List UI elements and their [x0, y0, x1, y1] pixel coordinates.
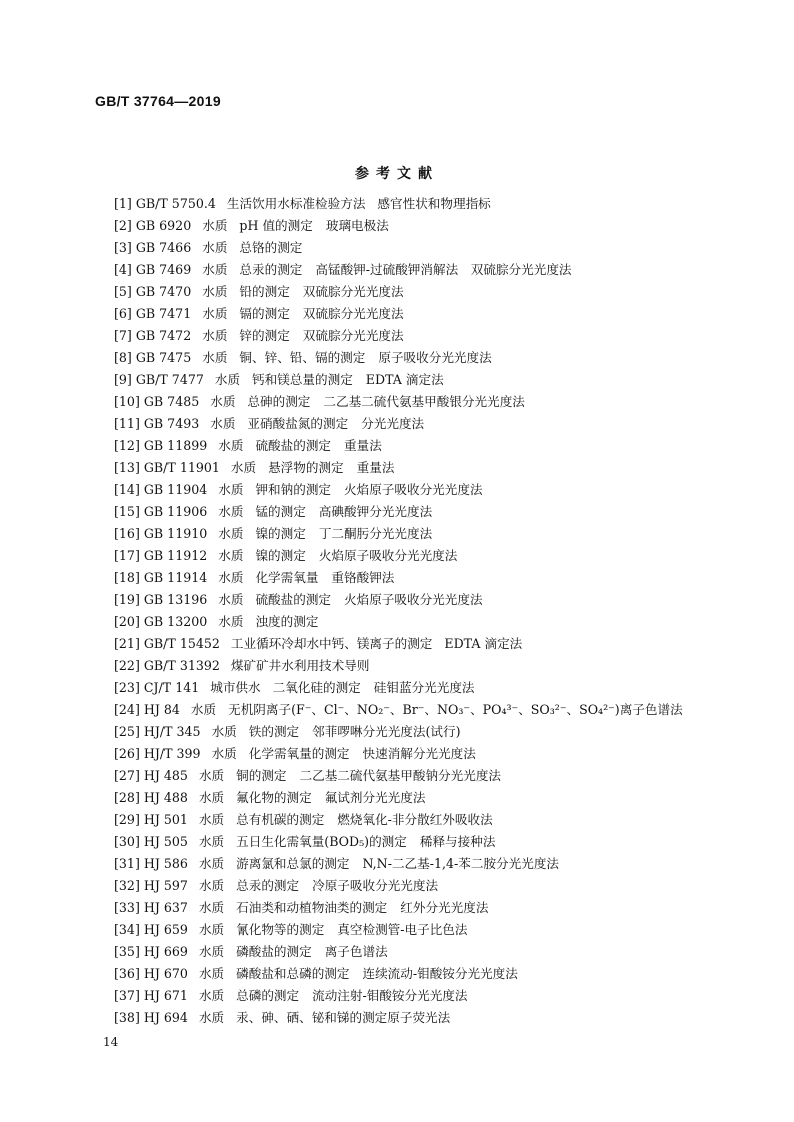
reference-code: GB 7493: [143, 416, 200, 431]
reference-title-part: 游离氯和总氯的测定: [236, 856, 350, 871]
reference-org: 水质: [198, 922, 225, 937]
reference-code: GB 7485: [143, 394, 200, 409]
reference-code: HJ/T 345: [143, 724, 201, 739]
reference-num: [10]: [114, 394, 140, 409]
reference-code: GB 11904: [143, 482, 208, 497]
reference-title-part: 流动注射-钼酸铵分光光度法: [312, 988, 468, 1003]
reference-title-part: 二氧化硅的测定: [272, 680, 361, 695]
reference-code: HJ 670: [143, 966, 188, 981]
reference-title-part: 铁的测定: [248, 724, 300, 739]
reference-org: 水质: [198, 944, 225, 959]
reference-org: 水质: [198, 834, 225, 849]
reference-num: [9]: [114, 372, 132, 387]
reference-title-part: 锌的测定: [239, 328, 290, 343]
reference-num: [14]: [114, 482, 140, 497]
reference-num: [28]: [114, 790, 140, 805]
reference-code: HJ 671: [143, 988, 188, 1003]
reference-title-part: 氟化物的测定: [236, 790, 312, 805]
reference-code: GB 7475: [135, 350, 192, 365]
reference-org: 水质: [202, 350, 228, 365]
reference-code: GB/T 7477: [135, 372, 204, 387]
reference-num: [6]: [114, 306, 132, 321]
reference-org: 水质: [230, 460, 257, 475]
reference-item: [114, 479, 754, 501]
reference-num: [37]: [114, 988, 140, 1003]
reference-title-part: 钙和镁总量的测定: [252, 372, 353, 387]
reference-org: 水质: [211, 724, 237, 739]
reference-num: [17]: [114, 548, 140, 563]
reference-code: HJ 84: [143, 702, 180, 717]
reference-title-part: 火焰原子吸收分光光度法: [344, 592, 483, 607]
reference-org: 水质: [218, 438, 244, 453]
reference-num: [24]: [114, 702, 140, 717]
reference-org: 水质: [202, 306, 228, 321]
reference-num: [35]: [114, 944, 140, 959]
reference-num: [3]: [114, 240, 132, 255]
reference-list: [114, 193, 754, 1029]
reference-item: [114, 633, 754, 655]
reference-item: [114, 611, 754, 633]
reference-title-part: 高碘酸钾分光光度法: [318, 504, 433, 519]
reference-title-part: 稀释与接种法: [419, 834, 496, 849]
reference-item: [114, 259, 754, 281]
reference-title-part: 汞、砷、硒、铋和锑的测定原子荧光法: [236, 1010, 451, 1025]
reference-title-part: 冷原子吸收分光光度法: [312, 878, 439, 893]
reference-title-part: EDTA 滴定法: [365, 372, 444, 387]
reference-code: HJ/T 399: [143, 746, 201, 761]
reference-num: [21]: [114, 636, 140, 651]
reference-item: [114, 369, 754, 391]
reference-title-part: EDTA 滴定法: [444, 636, 523, 651]
reference-code: HJ 485: [143, 768, 188, 783]
reference-num: [34]: [114, 922, 140, 937]
reference-code: HJ 669: [143, 944, 188, 959]
reference-org: 水质: [218, 570, 244, 585]
reference-title-part: 玻璃电极法: [325, 218, 389, 233]
reference-title-part: 硫酸盐的测定: [255, 592, 331, 607]
reference-org: 煤矿矿井水利用技术导则: [230, 658, 370, 673]
reference-item: [114, 765, 754, 787]
reference-item: [114, 589, 754, 611]
reference-code: GB 7471: [135, 306, 192, 321]
reference-title-part: 燃烧氧化-非分散红外吸收法: [337, 812, 493, 827]
reference-title-part: 双硫腙分光光度法: [302, 284, 404, 299]
reference-org: 水质: [202, 262, 228, 277]
reference-item: [114, 193, 754, 215]
reference-org: 水质: [218, 592, 244, 607]
reference-title-part: 锰的测定: [255, 504, 306, 519]
reference-org: 水质: [202, 240, 228, 255]
reference-org: 水质: [190, 702, 217, 717]
reference-item: [114, 853, 754, 875]
reference-item: [114, 545, 754, 567]
reference-num: [33]: [114, 900, 140, 915]
reference-item: [114, 391, 754, 413]
reference-item: [114, 919, 754, 941]
reference-code: CJ/T 141: [143, 680, 200, 695]
reference-title-part: 二乙基二硫代氨基甲酸钠分光光度法: [299, 768, 501, 783]
reference-num: [12]: [114, 438, 140, 453]
reference-org: 水质: [218, 482, 244, 497]
reference-code: GB 13200: [143, 614, 208, 629]
reference-num: [2]: [114, 218, 132, 233]
reference-title-part: 邻菲啰啉分光光度法(试行): [312, 724, 461, 739]
reference-title-part: 镍的测定: [255, 526, 306, 541]
reference-code: GB 11914: [143, 570, 208, 585]
reference-title-part: 火焰原子吸收分光光度法: [318, 548, 458, 563]
reference-item: [114, 347, 754, 369]
reference-item: [114, 809, 754, 831]
reference-item: [114, 897, 754, 919]
reference-code: GB 7469: [135, 262, 192, 277]
reference-org: 水质: [202, 328, 228, 343]
reference-title-part: 亚硝酸盐氮的测定: [247, 416, 349, 431]
reference-org: 水质: [198, 988, 225, 1003]
reference-title-part: 镉的测定: [239, 306, 290, 321]
reference-title-part: 铅的测定: [239, 284, 290, 299]
reference-item: [114, 413, 754, 435]
reference-num: [5]: [114, 284, 132, 299]
reference-item: [114, 435, 754, 457]
reference-org: 水质: [198, 856, 225, 871]
reference-title-part: 化学需氧量: [255, 570, 319, 585]
reference-num: [25]: [114, 724, 140, 739]
reference-code: HJ 694: [143, 1010, 188, 1025]
reference-title-part: 氰化物等的测定: [236, 922, 325, 937]
reference-title-part: 无机阴离子(F⁻、Cl⁻、NO₂⁻、Br⁻、NO₃⁻、PO₄³⁻、SO₃²⁻、SO₄²⁻)离子色谱法: [228, 702, 683, 717]
reference-num: [32]: [114, 878, 140, 893]
reference-num: [11]: [114, 416, 140, 431]
reference-num: [19]: [114, 592, 140, 607]
reference-title-part: 火焰原子吸收分光光度法: [344, 482, 483, 497]
reference-title-part: 石油类和动植物油类的测定: [236, 900, 388, 915]
reference-code: GB 7466: [135, 240, 192, 255]
reference-org: 水质: [218, 504, 244, 519]
reference-code: GB/T 31392: [143, 658, 220, 673]
reference-title-part: 钾和钠的测定: [255, 482, 331, 497]
reference-num: [8]: [114, 350, 132, 365]
reference-num: [7]: [114, 328, 132, 343]
reference-title-part: 氟试剂分光光度法: [324, 790, 426, 805]
reference-title-part: 镍的测定: [255, 548, 306, 563]
reference-code: GB 7472: [135, 328, 192, 343]
reference-item: [114, 457, 754, 479]
reference-item: [114, 831, 754, 853]
reference-code: GB/T 5750.4: [135, 196, 216, 211]
reference-code: GB/T 15452: [143, 636, 220, 651]
reference-code: GB 11906: [143, 504, 208, 519]
reference-num: [38]: [114, 1010, 140, 1025]
reference-item: [114, 215, 754, 237]
reference-item: [114, 523, 754, 545]
reference-title-part: 总砷的测定: [247, 394, 311, 409]
reference-num: [22]: [114, 658, 140, 673]
reference-title-part: 硫酸盐的测定: [255, 438, 331, 453]
reference-title-part: 双硫腙分光光度法: [302, 328, 404, 343]
reference-num: [4]: [114, 262, 132, 277]
reference-title-part: 浊度的测定: [255, 614, 319, 629]
reference-num: [31]: [114, 856, 140, 871]
reference-title-part: 离子色谱法: [324, 944, 388, 959]
standard-number: GB/T 37764—2019: [95, 93, 221, 109]
reference-title-part: 原子吸收分光光度法: [378, 350, 492, 365]
reference-org: 水质: [218, 526, 244, 541]
reference-item: [114, 567, 754, 589]
reference-num: [29]: [114, 812, 140, 827]
reference-num: [23]: [114, 680, 140, 695]
reference-org: 水质: [198, 966, 225, 981]
reference-title-part: 真空检测管-电子比色法: [337, 922, 468, 937]
reference-title-part: N,N-二乙基-1,4-苯二胺分光光度法: [362, 856, 560, 871]
reference-org: 水质: [211, 746, 237, 761]
page-number: 14: [103, 1035, 119, 1049]
reference-code: HJ 501: [143, 812, 188, 827]
reference-title-part: 化学需氧量的测定: [248, 746, 350, 761]
reference-item: [114, 699, 754, 721]
reference-code: GB 11912: [143, 548, 208, 563]
reference-title-part: 分光光度法: [361, 416, 425, 431]
reference-org: 水质: [218, 614, 244, 629]
reference-code: HJ 586: [143, 856, 188, 871]
reference-code: GB 6920: [135, 218, 192, 233]
reference-org: 工业循环冷却水中钙、镁离子的测定: [230, 636, 433, 651]
reference-num: [27]: [114, 768, 140, 783]
reference-title-part: 磷酸盐和总磷的测定: [236, 966, 350, 981]
reference-num: [1]: [114, 196, 132, 211]
reference-org: 生活饮用水标准检验方法: [226, 196, 366, 211]
reference-org: 水质: [202, 284, 228, 299]
reference-org: 水质: [198, 812, 225, 827]
reference-num: [26]: [114, 746, 140, 761]
reference-title-part: 重量法: [344, 438, 382, 453]
reference-num: [15]: [114, 504, 140, 519]
reference-code: HJ 597: [143, 878, 188, 893]
reference-title-part: 重铬酸钾法: [331, 570, 395, 585]
reference-code: GB 7470: [135, 284, 192, 299]
reference-title-part: 总铬的测定: [239, 240, 303, 255]
reference-title-part: 二乙基二硫代氨基甲酸银分光光度法: [323, 394, 525, 409]
reference-org: 水质: [198, 878, 225, 893]
reference-item: [114, 743, 754, 765]
reference-num: [20]: [114, 614, 140, 629]
reference-org: 水质: [218, 548, 244, 563]
reference-title-part: 快速消解分光光度法: [362, 746, 476, 761]
reference-title-part: pH 值的测定: [239, 218, 313, 233]
reference-org: 水质: [210, 416, 236, 431]
reference-title-part: 硅钼蓝分光光度法: [373, 680, 475, 695]
reference-title-part: 丁二酮肟分光光度法: [318, 526, 433, 541]
reference-title-part: 重量法: [356, 460, 395, 475]
reference-num: [18]: [114, 570, 140, 585]
reference-title-part: 总磷的测定: [236, 988, 300, 1003]
reference-title-part: 磷酸盐的测定: [236, 944, 312, 959]
reference-item: [114, 655, 754, 677]
reference-item: [114, 985, 754, 1007]
reference-title-part: 总有机碳的测定: [236, 812, 325, 827]
reference-code: HJ 488: [143, 790, 188, 805]
reference-item: [114, 875, 754, 897]
reference-item: [114, 501, 754, 523]
reference-org: 水质: [202, 218, 228, 233]
reference-code: HJ 505: [143, 834, 188, 849]
reference-title-part: 总汞的测定: [236, 878, 300, 893]
reference-org: 城市供水: [210, 680, 261, 695]
reference-code: GB/T 11901: [143, 460, 220, 475]
reference-title-part: 铜、锌、铅、镉的测定: [239, 350, 366, 365]
reference-num: [16]: [114, 526, 140, 541]
reference-code: GB 11899: [143, 438, 208, 453]
reference-item: [114, 303, 754, 325]
reference-org: 水质: [198, 790, 225, 805]
reference-item: [114, 721, 754, 743]
reference-title-part: 感官性状和物理指标: [377, 196, 491, 211]
section-title: 参考文献: [355, 166, 439, 182]
reference-org: 水质: [198, 1010, 225, 1025]
reference-title-part: 悬浮物的测定: [268, 460, 344, 475]
reference-title-part: 连续流动-钼酸铵分光光度法: [362, 966, 518, 981]
reference-title-part: 高锰酸钾-过硫酸钾消解法 双硫腙分光光度法: [315, 262, 572, 277]
reference-title-part: 铜的测定: [236, 768, 287, 783]
reference-org: 水质: [198, 900, 225, 915]
reference-code: GB 13196: [143, 592, 208, 607]
reference-item: [114, 281, 754, 303]
reference-num: [13]: [114, 460, 140, 475]
reference-code: HJ 637: [143, 900, 188, 915]
reference-title-part: 红外分光光度法: [400, 900, 489, 915]
reference-item: [114, 237, 754, 259]
reference-item: [114, 941, 754, 963]
reference-title-part: 双硫腙分光光度法: [302, 306, 404, 321]
reference-item: [114, 1007, 754, 1029]
reference-num: [36]: [114, 966, 140, 981]
reference-code: GB 11910: [143, 526, 208, 541]
reference-item: [114, 787, 754, 809]
reference-item: [114, 677, 754, 699]
reference-title-part: 五日生化需氧量(BOD₅)的测定: [236, 834, 407, 849]
reference-item: [114, 325, 754, 347]
reference-org: 水质: [214, 372, 241, 387]
reference-item: [114, 963, 754, 985]
reference-code: HJ 659: [143, 922, 188, 937]
reference-org: 水质: [210, 394, 236, 409]
reference-org: 水质: [198, 768, 225, 783]
reference-title-part: 总汞的测定: [239, 262, 303, 277]
reference-num: [30]: [114, 834, 140, 849]
